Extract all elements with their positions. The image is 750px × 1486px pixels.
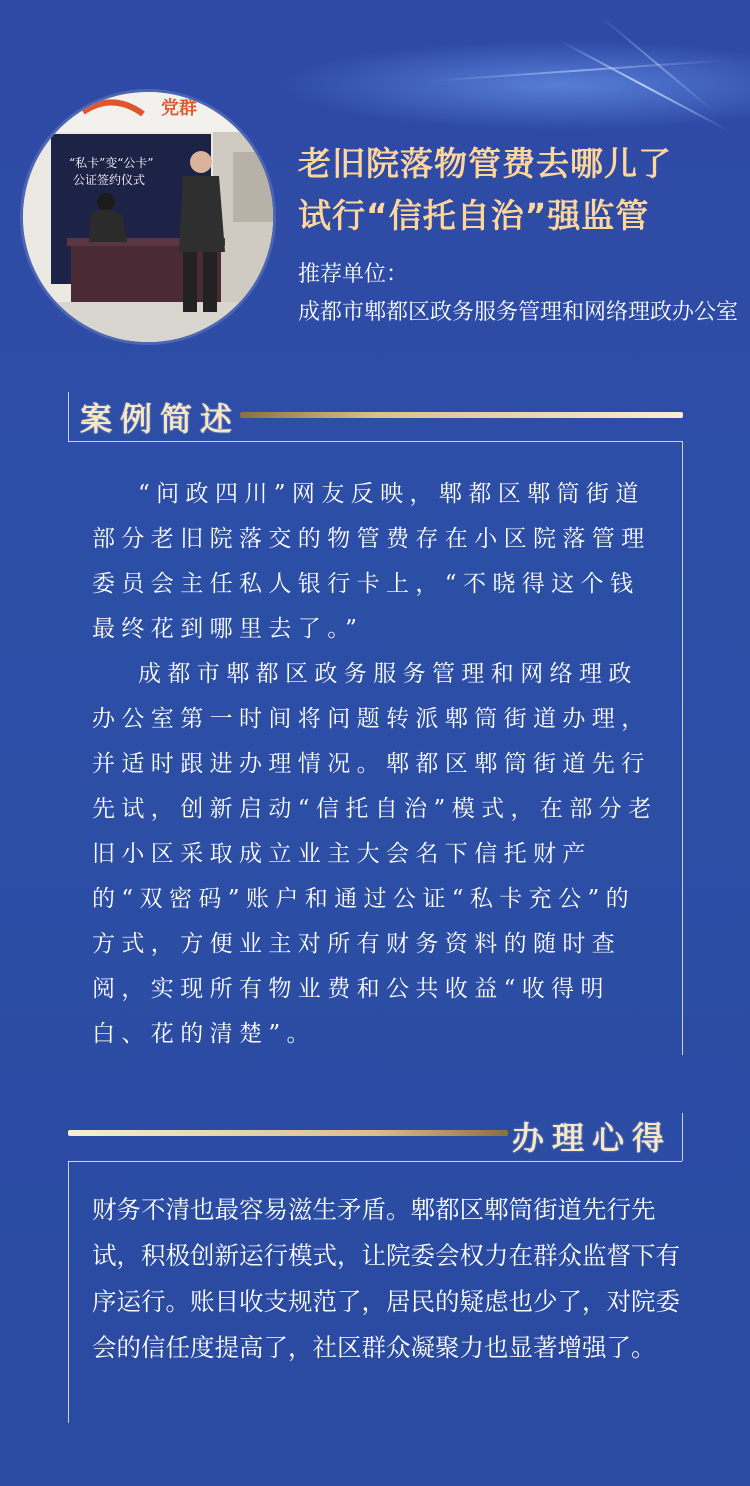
- experience-frame-left: [68, 1161, 69, 1423]
- case-gold-bar: [240, 412, 683, 418]
- page-title-line2: 试行“信托自治”强监管: [298, 196, 650, 235]
- experience-frame-top: [68, 1161, 682, 1162]
- experience-heading: 办理心得: [512, 1119, 673, 1157]
- photo-sign-line2: 公证签约仪式: [73, 173, 146, 187]
- recommend-label: 推荐单位：: [298, 262, 409, 287]
- case-paragraph-2: 成都市郫都区政务服务管理和网络理政办公室第一时间将问题转派郫筒街道办理，并适时跟进办理情况。郫都区郫筒街道先行先试，创新启动“信托自治”模式，在部分老旧小区采取成立业主大会名下信托财产的“双密码”账户和通过公证“私卡充公”的方式，方便业主对所有财务资料的随时查阅，实现所有物业费和公共收益“收得明白、花的清楚”。: [92, 661, 658, 1047]
- recommend-unit: 成都市郫都区政务服务管理和网络理政办公室: [298, 300, 739, 325]
- case-frame-top: [68, 441, 682, 442]
- experience-body: 财务不清也最容易滋生矛盾。郫都区郫筒街道先行先试，积极创新运行模式，让院委会权力在群众监督下有序运行。账目收支规范了，居民的疑虑也少了，对院委会的信任度提高了，社区群众凝聚力也显著增强了。: [92, 1195, 680, 1362]
- header-glow: [280, 40, 750, 130]
- photo-sign-line1: “私卡”变“公卡”: [69, 156, 154, 170]
- page-title-line1: 老旧院落物管费去哪儿了: [298, 144, 672, 183]
- ceremony-photo: [23, 92, 273, 342]
- experience-frame-right: [682, 1113, 683, 1161]
- case-paragraph-1: “问政四川”网友反映，郫都区郫筒街道部分老旧院落交的物管费存在小区院落管理委员会主任私人银行卡上，“不晓得这个钱最终花到哪里去了。”: [92, 481, 651, 642]
- photo-banner-text: 党群: [161, 98, 197, 119]
- case-frame-left: [68, 392, 69, 442]
- case-heading: 案例简述: [80, 400, 241, 438]
- experience-gold-bar: [68, 1130, 508, 1136]
- ceremony-photo-illustration: [23, 92, 273, 342]
- case-body: [92, 472, 662, 1057]
- case-frame-right: [682, 441, 683, 1055]
